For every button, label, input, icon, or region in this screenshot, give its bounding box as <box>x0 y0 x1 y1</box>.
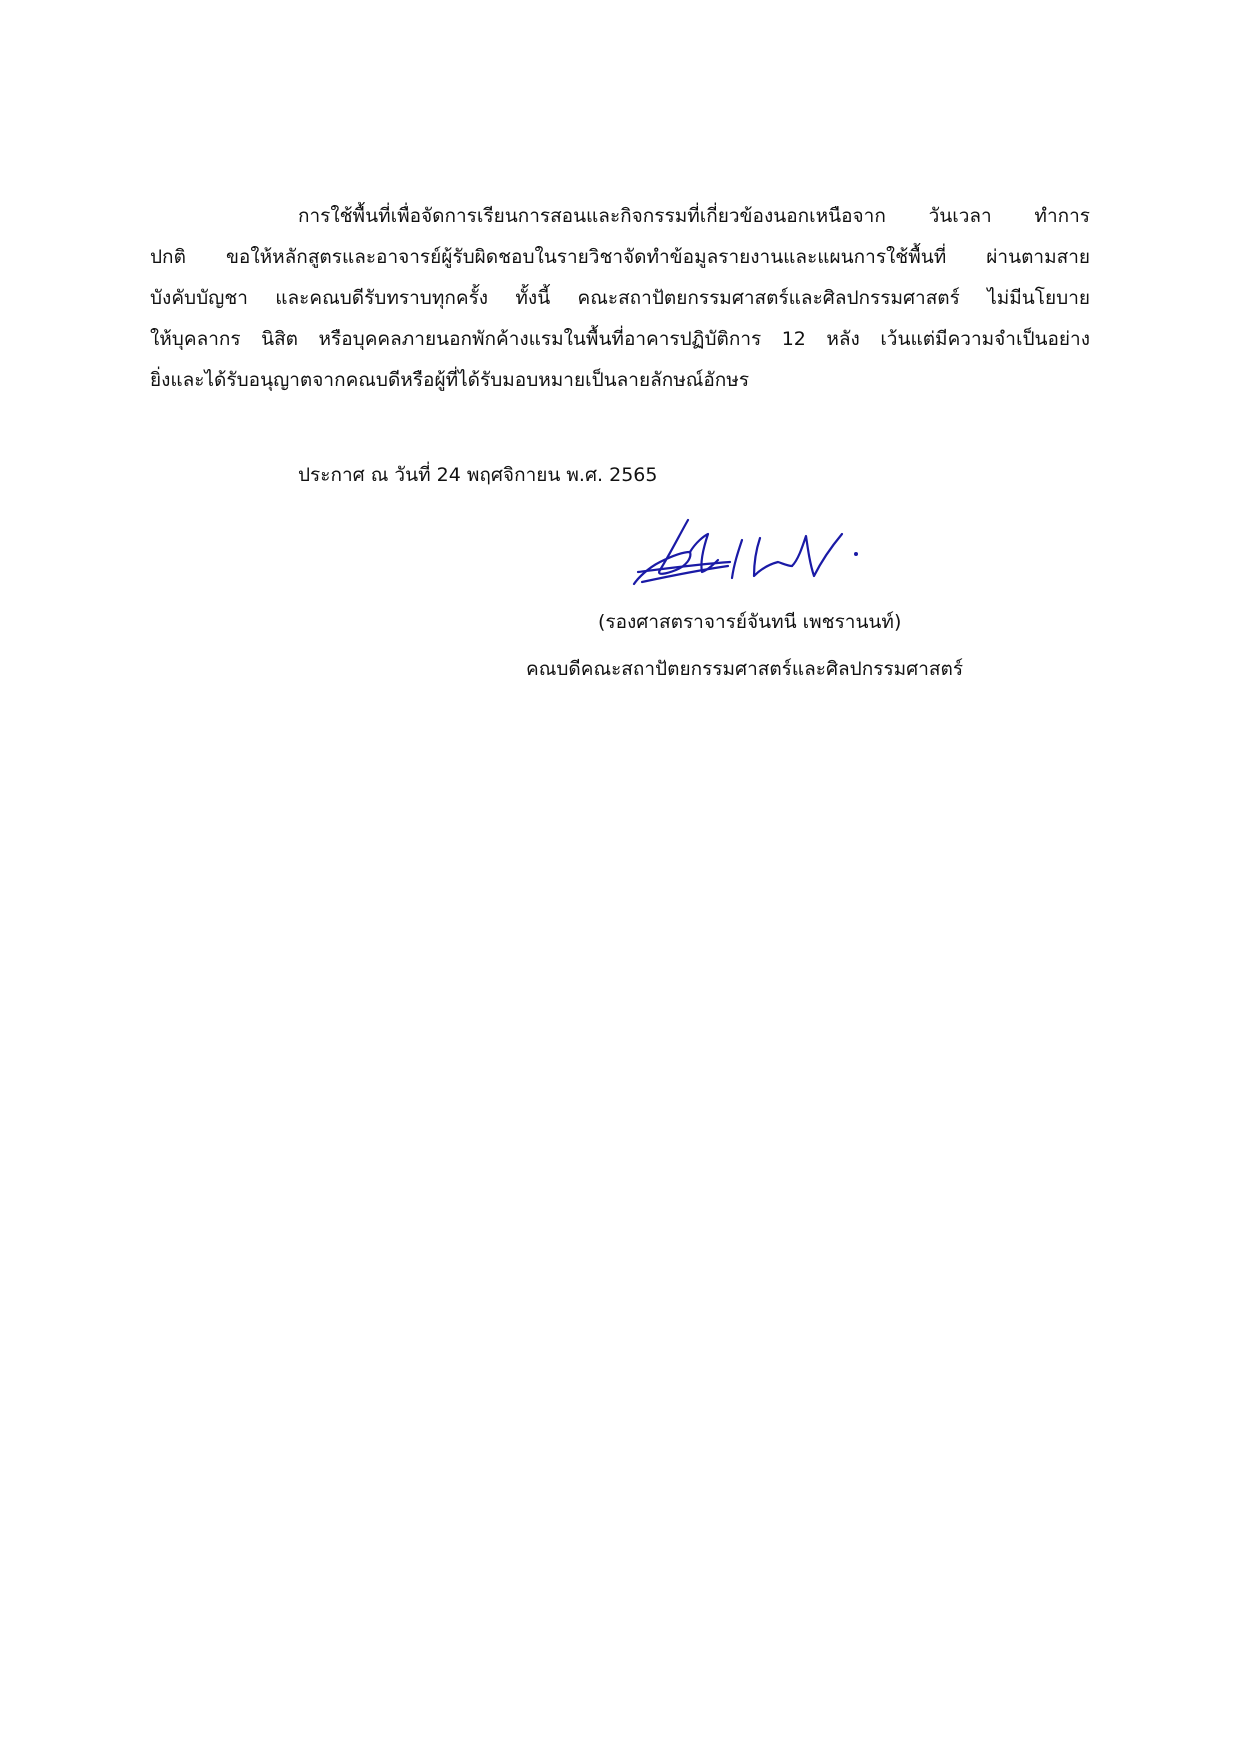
paragraph-line-1: การใช้พื้นที่เพื่อจัดการเรียนการสอนและกิจกรรมที่เกี่ยวข้องนอกเหนือจาก วันเวลา ทำการ <box>298 205 1090 227</box>
signature-stroke <box>732 540 742 578</box>
announcement-paragraph <box>150 196 1090 401</box>
paragraph-line-4: ให้บุคลากร นิสิต หรือบุคคลภายนอกพักค้างแรมในพื้นที่อาคารปฏิบัติการ 12 หลัง เว้นแต่มีความจำเป็นอย่าง <box>150 328 1090 350</box>
handwritten-signature <box>630 512 870 592</box>
paragraph-line-3: บังคับบัญชา และคณบดีรับทราบทุกครั้ง ทั้งนี้ คณะสถาปัตยกรรมศาสตร์และศิลปกรรมศาสตร์ ไม่มีนโยบาย <box>150 287 1090 309</box>
signer-name: (รองศาสตราจารย์จันทนี เพชรานนท์) <box>598 611 902 633</box>
signature-stroke <box>642 566 728 582</box>
signer-title: คณบดีคณะสถาปัตยกรรมศาสตร์และศิลปกรรมศาสตร์ <box>526 658 964 680</box>
signature-stroke <box>754 538 792 576</box>
paragraph-line-5: ยิ่งและได้รับอนุญาตจากคณบดีหรือผู้ที่ได้รับมอบหมายเป็นลายลักษณ์อักษร <box>150 369 750 391</box>
announcement-date: ประกาศ ณ วันที่ 24 พฤศจิกายน พ.ศ. 2565 <box>298 464 658 486</box>
signature-stroke <box>792 534 842 576</box>
signature-dot <box>854 552 858 556</box>
paragraph-line-2: ปกติ ขอให้หลักสูตรและอาจารย์ผู้รับผิดชอบในรายวิชาจัดทำข้อมูลรายงานและแผนการใช้พื้นที่ ผ่านตามสาย <box>150 246 1090 268</box>
